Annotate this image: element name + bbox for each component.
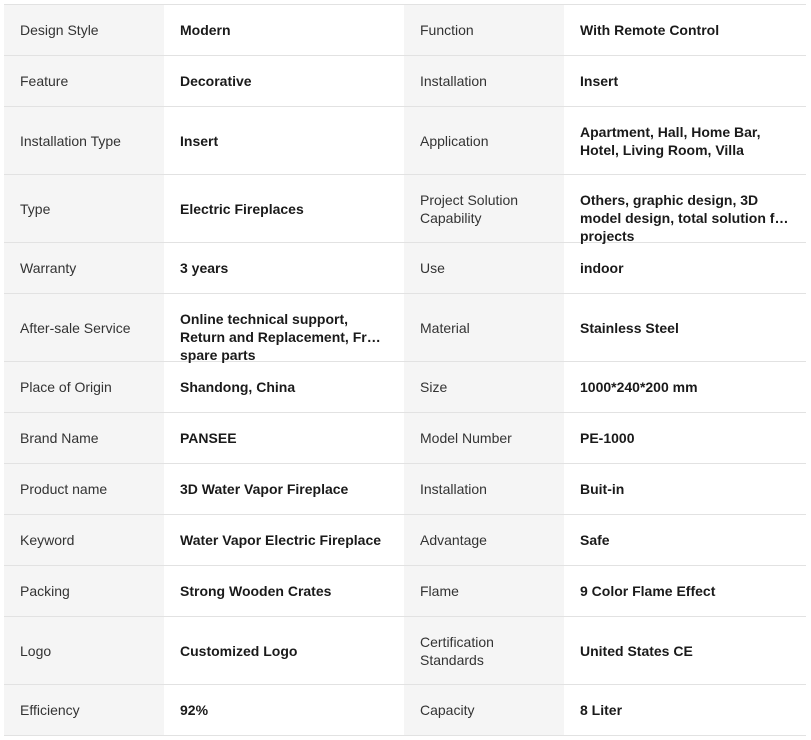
spec-value: Buit-in [564,464,806,515]
spec-key: Warranty [4,243,164,294]
spec-row [4,566,806,617]
spec-row [4,617,806,685]
spec-key: Flame [404,566,564,617]
spec-value: 8 Liter [564,685,806,736]
spec-key: Type [4,175,164,243]
spec-row [4,175,806,243]
spec-key: Capacity [404,685,564,736]
spec-row [4,5,806,56]
spec-value: indoor [564,243,806,294]
spec-key: Application [404,107,564,175]
spec-key: Installation [404,464,564,515]
spec-row [4,515,806,566]
spec-key: Efficiency [4,685,164,736]
spec-key: After-sale Service [4,294,164,362]
spec-row [4,56,806,107]
spec-value: 3D Water Vapor Fireplace [164,464,404,515]
spec-row [4,464,806,515]
spec-key: Function [404,5,564,56]
spec-row [4,243,806,294]
spec-value: Insert [564,56,806,107]
spec-value: Others, graphic design, 3D model design, total solution for projects [564,175,806,243]
spec-key: Installation [404,56,564,107]
spec-key: Advantage [404,515,564,566]
spec-key: Model Number [404,413,564,464]
spec-key: Use [404,243,564,294]
spec-key: Design Style [4,5,164,56]
spec-row [4,107,806,175]
spec-key: Installation Type [4,107,164,175]
spec-row [4,685,806,736]
spec-value: Customized Logo [164,617,404,685]
spec-row [4,413,806,464]
spec-value: Safe [564,515,806,566]
spec-key: Logo [4,617,164,685]
spec-value: Water Vapor Electric Fireplace [164,515,404,566]
spec-value: Decorative [164,56,404,107]
spec-value: Online technical support, Return and Replacement, Free spare parts [164,294,404,362]
spec-value: United States CE [564,617,806,685]
spec-value: Apartment, Hall, Home Bar, Hotel, Living Room, Villa [564,107,806,175]
spec-key: Keyword [4,515,164,566]
spec-value: 1000*240*200 mm [564,362,806,413]
spec-value: Shandong, China [164,362,404,413]
spec-value: PANSEE [164,413,404,464]
spec-row [4,362,806,413]
spec-key: Certification Standards [404,617,564,685]
spec-value: Stainless Steel [564,294,806,362]
spec-key: Feature [4,56,164,107]
spec-key: Packing [4,566,164,617]
spec-value: Strong Wooden Crates [164,566,404,617]
spec-value: Electric Fireplaces [164,175,404,243]
product-specs-table [4,4,806,736]
spec-key: Place of Origin [4,362,164,413]
spec-value: Modern [164,5,404,56]
specs-body [4,5,806,736]
spec-key: Product name [4,464,164,515]
spec-row [4,294,806,362]
spec-key: Project Solution Capability [404,175,564,243]
spec-key: Material [404,294,564,362]
spec-value: PE-1000 [564,413,806,464]
spec-value: With Remote Control [564,5,806,56]
spec-key: Brand Name [4,413,164,464]
spec-value: 92% [164,685,404,736]
spec-value: Insert [164,107,404,175]
spec-value: 3 years [164,243,404,294]
spec-key: Size [404,362,564,413]
spec-value: 9 Color Flame Effect [564,566,806,617]
